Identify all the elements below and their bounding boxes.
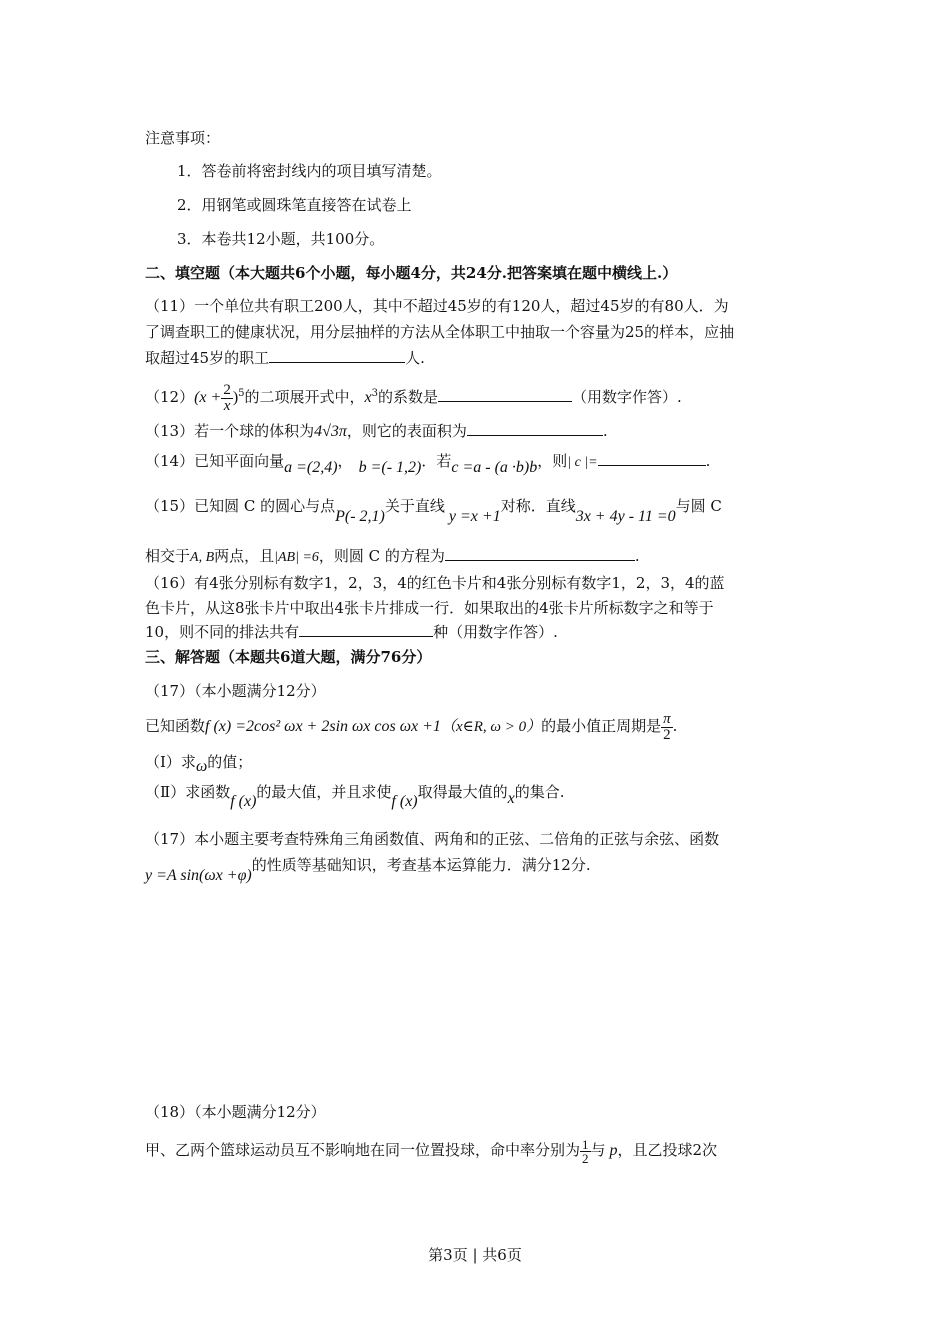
q16-answer-blank[interactable]	[299, 622, 433, 637]
q17-head: （17）（本小题满分12分）	[145, 682, 326, 700]
q15-text-b: 关于直线	[384, 497, 445, 515]
q15-line1	[145, 496, 722, 525]
q17-x-var: x	[507, 790, 515, 807]
q17-part1-a: （Ⅰ）求	[145, 753, 196, 771]
q17-part1	[145, 752, 252, 773]
q11-line1: （11）一个单位共有职工200人，其中不超过45岁的有120人，超过45岁的有80人．为	[145, 297, 729, 315]
q15-text-f: 两点，且	[214, 547, 275, 565]
notice-heading: 注意事项：	[145, 129, 221, 147]
q17-period-den: 2	[663, 726, 671, 743]
q12-x3-pow: 3	[371, 388, 379, 399]
q13-line	[145, 421, 608, 442]
q18-text-b: 与	[590, 1141, 606, 1159]
q12-num: （12）	[145, 388, 195, 406]
q13-text-c: .	[602, 422, 608, 440]
q17-part2-a: （Ⅱ）求函数	[145, 783, 231, 801]
q15-text-c: 对称．直线	[500, 497, 576, 515]
q14-answer-blank[interactable]	[598, 451, 706, 466]
q12-expr-b: )	[232, 389, 239, 406]
q17-text-c: .	[672, 717, 678, 735]
q12-x3: x	[364, 389, 372, 406]
q16-line2: 色卡片，从这8张卡片中取出4张卡片排成一行．如果取出的4张卡片所标数字之和等于	[145, 599, 714, 617]
sol17-expr: y =A sin(ωx +φ)	[145, 867, 252, 884]
section2-title: 二、填空题（本大题共6个小题，每小题4分，共24分.把答案填在题中横线上.）	[145, 264, 678, 282]
q12-expr-a: (x +	[194, 389, 222, 406]
sol17-line1: （17）本小题主要考查特殊角三角函数值、两角和的正弦、二倍角的正弦与余弦、函数	[145, 830, 720, 848]
q15-line2	[145, 546, 640, 568]
notice-item-1: 1．答卷前将密封线内的项目填写清楚。	[177, 162, 442, 180]
q17-part2-d: 的集合.	[514, 783, 565, 801]
q14-text-c: ，则	[537, 452, 568, 470]
q18-fraction	[580, 1138, 591, 1165]
q15-point-p: P(- 2,1)	[335, 508, 385, 525]
page-footer: 第3页 | 共6页	[428, 1246, 522, 1264]
q12-power: 5	[238, 388, 245, 399]
q18-p: p	[609, 1142, 618, 1159]
q18-head: （18）（本小题满分12分）	[145, 1103, 326, 1121]
q12-text-b: 的系数是	[378, 388, 439, 406]
q18-frac-den: 2	[582, 1150, 589, 1166]
q18-frac-num: 1	[582, 1136, 589, 1152]
q17-period-fraction	[661, 712, 673, 743]
notice-item-2: 2．用钢笔或圆珠笔直接答在试卷上	[177, 196, 412, 214]
q16-line1: （16）有4张分别标有数字1，2，3，4的红色卡片和4张分别标有数字1，2，3，4的蓝	[145, 574, 725, 592]
q15-text-d: 与圆 C	[675, 497, 722, 515]
q13-text-b: ，则它的表面积为	[346, 422, 467, 440]
q15-text-a: （15）已知圆 C 的圆心与点	[145, 497, 336, 515]
q14-abs-c: | c |=	[567, 455, 598, 470]
q15-line2-expr: 3x + 4y - 11 =0	[575, 508, 676, 525]
q17-text-a: 已知函数	[145, 717, 206, 735]
q16-text-b: 种（用数字作答）.	[433, 623, 558, 641]
q14-vector-a: a =(2,4)	[284, 459, 338, 476]
q12-text-a: 的二项展开式中，	[244, 388, 365, 406]
q14-comma: ，	[337, 452, 353, 470]
q15-line-expr: y =x +1	[448, 508, 501, 525]
sol17-text: 的性质等基础知识，考查基本运算能力．满分12分.	[251, 856, 591, 874]
q15-text-h: .	[634, 547, 640, 565]
q15-text-e: 相交于	[145, 547, 191, 565]
q14-line	[145, 451, 711, 476]
q18-line1	[145, 1128, 717, 1172]
q17-part2-b: 的最大值，并且求使	[256, 783, 392, 801]
q17-part1-b: 的值；	[207, 753, 253, 771]
q12-answer-blank[interactable]	[438, 387, 572, 402]
q14-vector-b: b =(- 1,2)	[358, 459, 422, 476]
q12-line	[145, 372, 682, 416]
q15-answer-blank[interactable]	[445, 546, 635, 561]
q13-answer-blank[interactable]	[467, 421, 603, 436]
notice-item-3: 3．本卷共12小题，共100分。	[177, 230, 385, 248]
q11-line2: 了调查职工的健康状况，用分层抽样的方法从全体职工中抽取一个容量为25的样本，应抽	[145, 323, 735, 341]
q17-fx-2: f (x)	[391, 793, 418, 810]
q14-text-d: .	[705, 452, 711, 470]
q15-text-g: ，则圆 C 的方程为	[318, 547, 445, 565]
q11-line3	[145, 348, 425, 368]
q17-part2-c: 取得最大值的	[417, 783, 508, 801]
q13-text-a: （13）若一个球的体积为	[145, 422, 315, 440]
q14-vector-c: c =a - (a ·b)b	[451, 459, 538, 476]
q17-line1	[145, 706, 677, 746]
q17-omega: ω	[195, 758, 208, 775]
q15-ab: A, B	[190, 550, 215, 565]
q18-text-a: 甲、乙两个篮球运动员互不影响地在同一位置投球，命中率分别为	[145, 1141, 581, 1159]
q16-line3	[145, 622, 558, 642]
q17-function: f (x) =2cos² ωx + 2sin ωx cos ωx +1	[205, 718, 441, 735]
sol17-line2	[145, 855, 591, 884]
q11-text-a: 取超过45岁的职工	[145, 349, 270, 367]
q12-frac-den: x	[223, 397, 231, 414]
q14-text-a: （14）已知平面向量	[145, 452, 285, 470]
q16-text-a: 10，则不同的排法共有	[145, 623, 300, 641]
q17-part2	[145, 782, 565, 810]
q11-text-b: 人.	[405, 349, 425, 367]
q12-fraction	[221, 383, 233, 414]
q12-text-c: （用数字作答）.	[572, 388, 682, 406]
q17-fx-1: f (x)	[230, 793, 257, 810]
section3-title: 三、解答题（本题共6道大题，满分76分）	[145, 648, 432, 666]
q18-text-c: ，且乙投球2次	[617, 1141, 718, 1159]
q13-expr: 4√3π	[314, 423, 347, 440]
q14-text-b: ．若	[421, 452, 452, 470]
q11-answer-blank[interactable]	[269, 348, 405, 363]
q17-condition: （x∈R, ω > 0）	[440, 719, 542, 735]
q15-ab-length: |AB| =6	[274, 550, 319, 565]
q17-period-num: π	[663, 710, 671, 727]
q12-frac-num: 2	[223, 381, 231, 398]
q17-text-b: 的最小值正周期是	[541, 717, 662, 735]
